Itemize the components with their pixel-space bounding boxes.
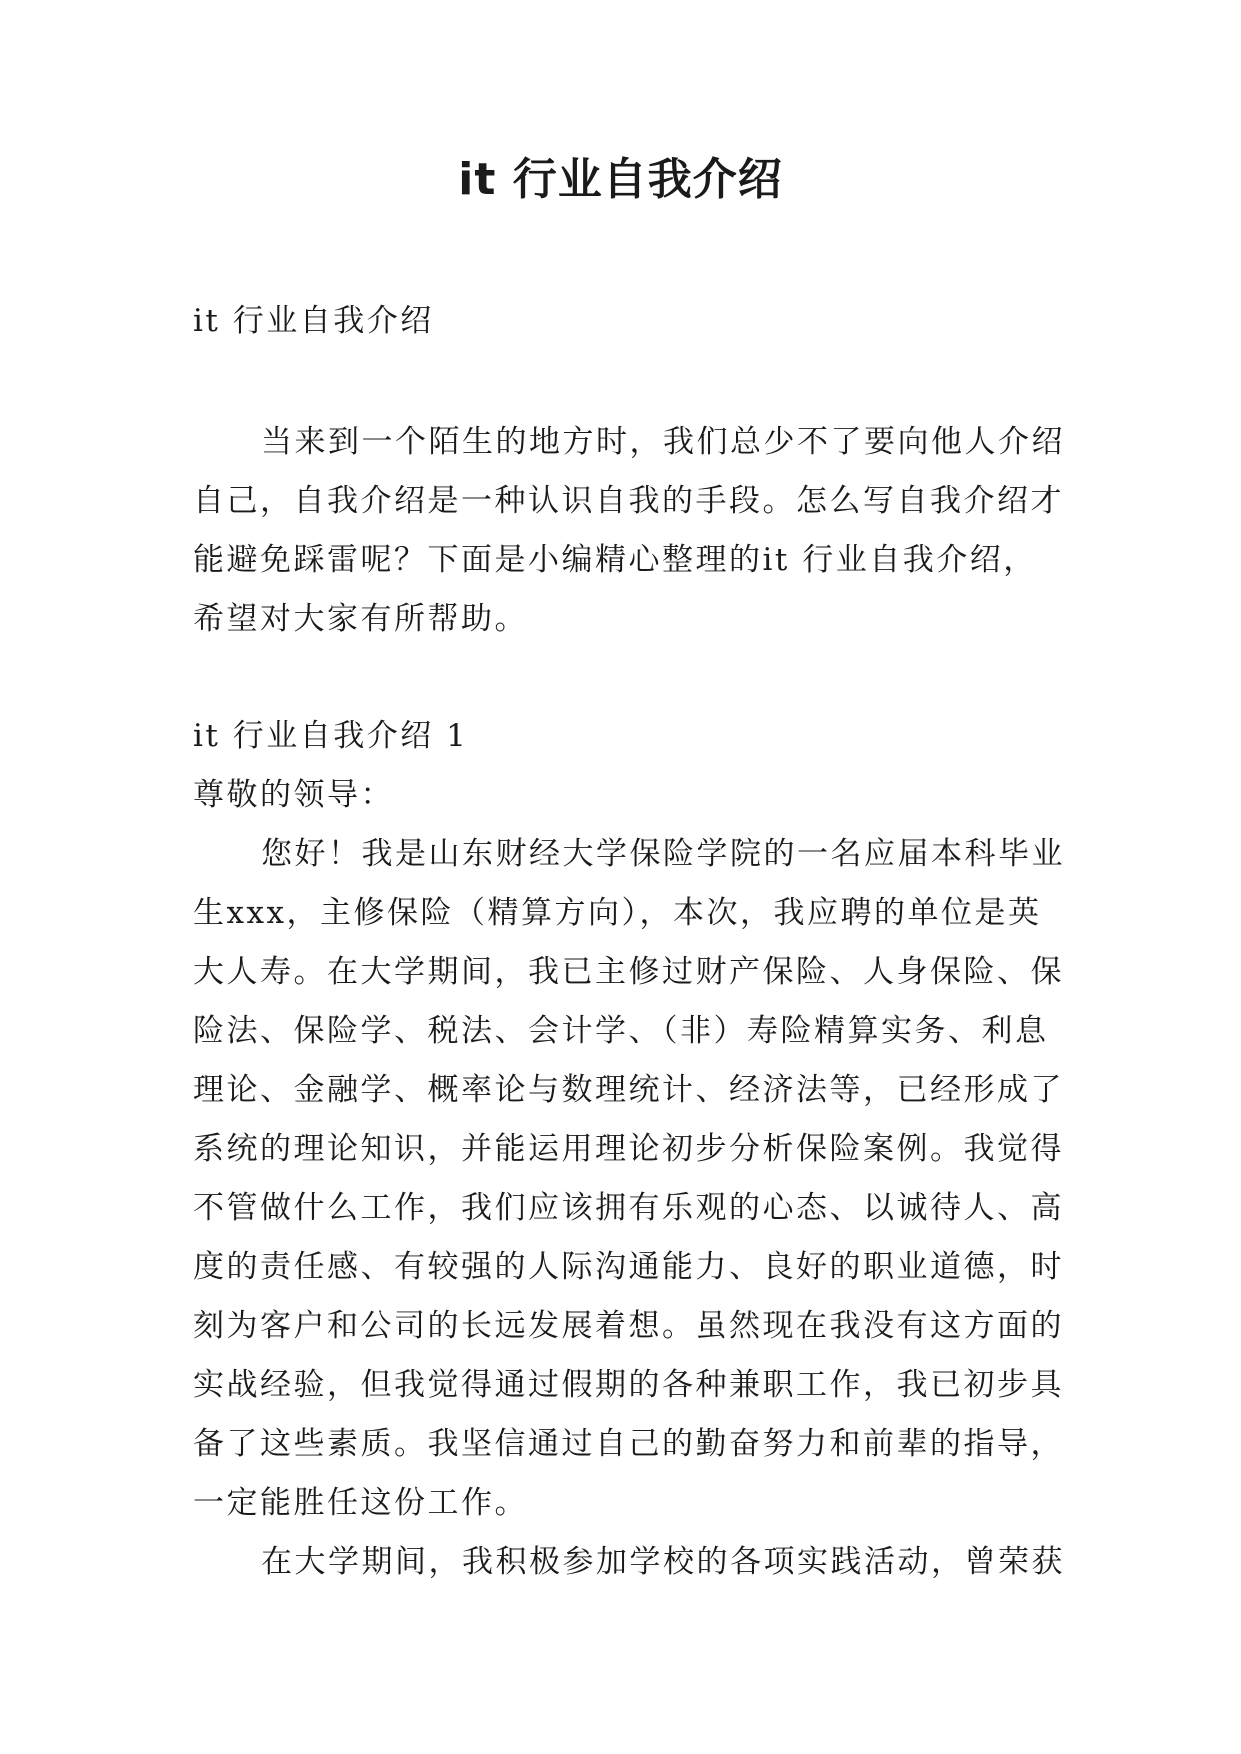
document-title: it 行业自我介绍 — [458, 154, 783, 205]
body-paragraph-1: 您好！我是山东财经大学保险学院的一名应届本科毕业生xxx，主修保险（精算方向），本次，我应聘的单位是英大人寿。在大学期间，我已主修过财产保险、人身保险、保险法、保险学、税法、会计学、（非）寿险精算实务、利息理论、金融学、概率论与数理统计、经济法等，已经形成了系统的理论知识，并能运用理论初步分析保险案例。我觉得不管做什么工作，我们应该拥有乐观的心态、以诚待人、高度的责任感、有较强的人际沟通能力、良好的职业道德，时刻为客户和公司的长远发展着想。虽然现在我没有这方面的实战经验，但我觉得通过假期的各种兼职工作，我已初步具备了这些素质。我坚信通过自己的勤奋努力和前辈的指导，一定能胜任这份工作。 — [193, 836, 1065, 1521]
salutation: 尊敬的领导： — [193, 777, 394, 813]
section-heading: it 行业自我介绍 1 — [193, 718, 469, 754]
body-paragraph-2: 在大学期间，我积极参加学校的各项实践活动，曾荣获 — [261, 1544, 1065, 1580]
document-subtitle: it 行业自我介绍 — [193, 303, 434, 339]
document-body — [193, 292, 1065, 1592]
intro-paragraph: 当来到一个陌生的地方时，我们总少不了要向他人介绍自己，自我介绍是一种认识自我的手段。怎么写自我介绍才能避免踩雷呢？下面是小编精心整理的it 行业自我介绍，希望对大家有所帮助。 — [193, 424, 1065, 637]
